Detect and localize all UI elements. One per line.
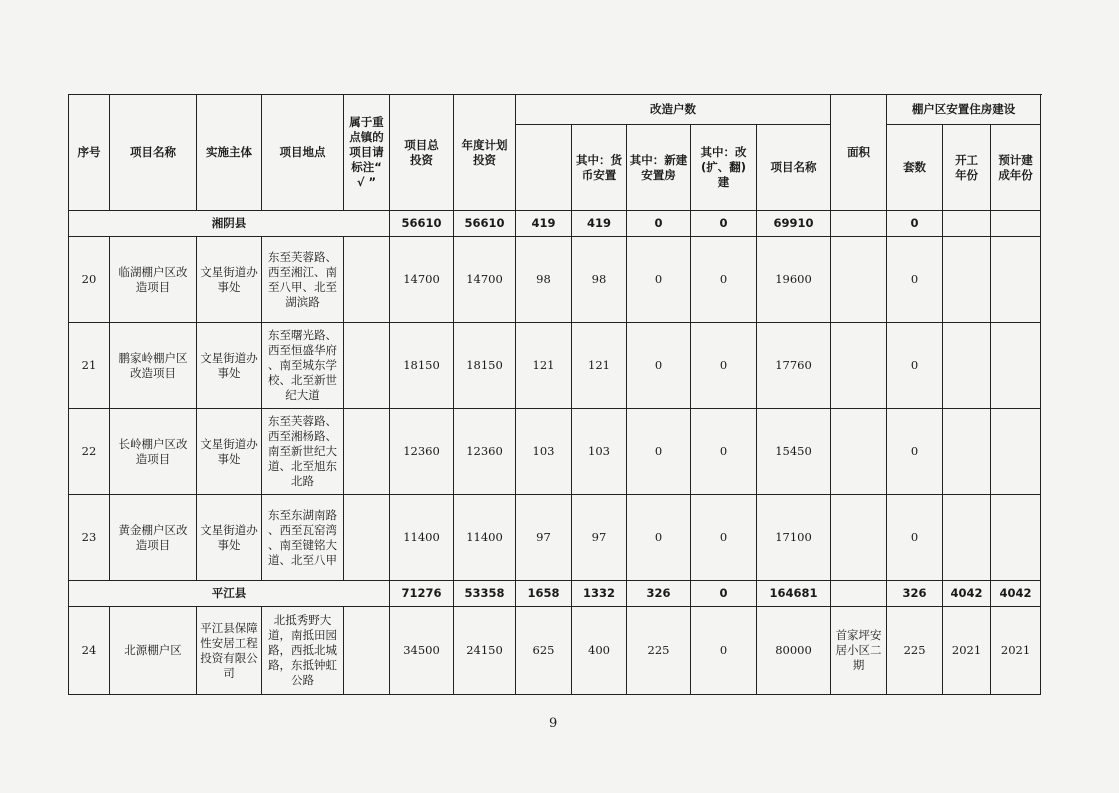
row-key xyxy=(344,607,390,695)
subtotal-area: 164681 xyxy=(757,581,831,607)
table-row xyxy=(69,607,1041,695)
row-households: 97 xyxy=(516,495,572,581)
subtotal-households: 1658 xyxy=(516,581,572,607)
row-monetary: 103 xyxy=(572,409,627,495)
row-finish xyxy=(991,323,1041,409)
row-start: 2021 xyxy=(943,607,991,695)
row-sets: 225 xyxy=(887,607,943,695)
subtotal-new-build: 326 xyxy=(627,581,691,607)
row-area: 15450 xyxy=(757,409,831,495)
row-monetary: 400 xyxy=(572,607,627,695)
row-area: 17760 xyxy=(757,323,831,409)
row-annual: 18150 xyxy=(454,323,516,409)
row-start xyxy=(943,323,991,409)
subtotal-sets: 326 xyxy=(887,581,943,607)
row-rebuild: 0 xyxy=(691,495,757,581)
row-annual: 12360 xyxy=(454,409,516,495)
row-impl: 文星街道办 事处 xyxy=(197,323,262,409)
col-finish-year-header: 预计建 成年份 xyxy=(991,125,1041,211)
col-total-invest-header: 项目总 投资 xyxy=(390,95,454,211)
table-row xyxy=(69,495,1041,581)
col-name-header: 项目名称 xyxy=(110,95,197,211)
subtotal-res-name xyxy=(831,211,887,237)
row-location: 东至芙蓉路、 西至湘江、南 至八甲、北至 湖滨路 xyxy=(262,237,344,323)
row-key xyxy=(344,409,390,495)
row-rebuild: 0 xyxy=(691,409,757,495)
row-name: 北源棚户区 xyxy=(110,607,197,695)
col-location-header: 项目地点 xyxy=(262,95,344,211)
row-finish xyxy=(991,409,1041,495)
col-start-year-header: 开工 年份 xyxy=(943,125,991,211)
row-start xyxy=(943,495,991,581)
col-new-build-header: 其中：新建 安置房 xyxy=(627,125,691,211)
row-finish xyxy=(991,495,1041,581)
col-rebuild-header: 其中：改 (扩、翻) 建 xyxy=(691,125,757,211)
row-sets: 0 xyxy=(887,495,943,581)
row-area: 80000 xyxy=(757,607,831,695)
row-new-build: 0 xyxy=(627,323,691,409)
row-name: 黄金棚户区改 造项目 xyxy=(110,495,197,581)
row-total: 12360 xyxy=(390,409,454,495)
row-seq: 20 xyxy=(69,237,110,323)
row-new-build: 225 xyxy=(627,607,691,695)
row-start xyxy=(943,237,991,323)
row-sets: 0 xyxy=(887,409,943,495)
resettle-group-header: 棚户区安置住房建设 xyxy=(887,95,1041,125)
row-households: 98 xyxy=(516,237,572,323)
subtotal-new-build: 0 xyxy=(627,211,691,237)
county-label: 平江县 xyxy=(69,581,390,607)
row-annual: 11400 xyxy=(454,495,516,581)
row-total: 34500 xyxy=(390,607,454,695)
row-impl: 平江县保障 性安居工程 投资有限公 司 xyxy=(197,607,262,695)
page-number: 9 xyxy=(549,716,558,731)
row-sets: 0 xyxy=(887,323,943,409)
row-households: 103 xyxy=(516,409,572,495)
renovate-group-header: 改造户数 xyxy=(516,95,831,125)
table-row xyxy=(69,409,1041,495)
row-impl: 文星街道办 事处 xyxy=(197,237,262,323)
subtotal-start: 4042 xyxy=(943,581,991,607)
row-res-name xyxy=(831,409,887,495)
col-monetary-header: 其中：货 币安置 xyxy=(572,125,627,211)
row-area: 17100 xyxy=(757,495,831,581)
row-name: 长岭棚户区改 造项目 xyxy=(110,409,197,495)
subtotal-finish xyxy=(991,211,1041,237)
row-location: 东至曙光路、 西至恒盛华府 、南至城东学 校、北至新世 纪大道 xyxy=(262,323,344,409)
row-households: 625 xyxy=(516,607,572,695)
row-name: 临湖棚户区改 造项目 xyxy=(110,237,197,323)
row-name: 鹏家岭棚户区 改造项目 xyxy=(110,323,197,409)
row-location: 东至东湖南路 、西至瓦窑湾 、南至键铭大 道、北至八甲 xyxy=(262,495,344,581)
row-households: 121 xyxy=(516,323,572,409)
table-row xyxy=(69,323,1041,409)
row-new-build: 0 xyxy=(627,495,691,581)
table-row xyxy=(69,237,1041,323)
subtotal-monetary: 1332 xyxy=(572,581,627,607)
row-rebuild: 0 xyxy=(691,323,757,409)
households-blank-header xyxy=(516,125,572,211)
row-seq: 23 xyxy=(69,495,110,581)
row-new-build: 0 xyxy=(627,409,691,495)
subtotal-annual: 53358 xyxy=(454,581,516,607)
row-res-name xyxy=(831,323,887,409)
col-impl-header: 实施主体 xyxy=(197,95,262,211)
row-impl: 文星街道办 事处 xyxy=(197,409,262,495)
col-annual-invest-header: 年度计划 投资 xyxy=(454,95,516,211)
col-res-sets-header: 套数 xyxy=(887,125,943,211)
row-finish xyxy=(991,237,1041,323)
subtotal-rebuild: 0 xyxy=(691,211,757,237)
row-total: 14700 xyxy=(390,237,454,323)
row-seq: 21 xyxy=(69,323,110,409)
subtotal-annual: 56610 xyxy=(454,211,516,237)
row-total: 18150 xyxy=(390,323,454,409)
row-monetary: 98 xyxy=(572,237,627,323)
subtotal-res-name xyxy=(831,581,887,607)
subtotal-finish: 4042 xyxy=(991,581,1041,607)
row-rebuild: 0 xyxy=(691,237,757,323)
row-finish: 2021 xyxy=(991,607,1041,695)
row-location: 东至芙蓉路、 西至湘杨路、 南至新世纪大 道、北至旭东 北路 xyxy=(262,409,344,495)
row-key xyxy=(344,237,390,323)
row-new-build: 0 xyxy=(627,237,691,323)
row-res-name: 首家坪安 居小区二 期 xyxy=(831,607,887,695)
subtotal-households: 419 xyxy=(516,211,572,237)
row-res-name xyxy=(831,237,887,323)
row-start xyxy=(943,409,991,495)
row-monetary: 121 xyxy=(572,323,627,409)
row-area: 19600 xyxy=(757,237,831,323)
col-res-name-header: 项目名称 xyxy=(757,125,831,211)
row-key xyxy=(344,495,390,581)
subtotal-total: 56610 xyxy=(390,211,454,237)
subtotal-monetary: 419 xyxy=(572,211,627,237)
row-seq: 22 xyxy=(69,409,110,495)
row-monetary: 97 xyxy=(572,495,627,581)
row-rebuild: 0 xyxy=(691,607,757,695)
subtotal-sets: 0 xyxy=(887,211,943,237)
row-annual: 14700 xyxy=(454,237,516,323)
col-area-header: 面积 xyxy=(831,95,887,211)
row-sets: 0 xyxy=(887,237,943,323)
row-impl: 文星街道办 事处 xyxy=(197,495,262,581)
subtotal-total: 71276 xyxy=(390,581,454,607)
row-res-name xyxy=(831,495,887,581)
row-annual: 24150 xyxy=(454,607,516,695)
row-key xyxy=(344,323,390,409)
subtotal-rebuild: 0 xyxy=(691,581,757,607)
col-key-town-header: 属于重 点镇的 项目请 标注“ √ ” xyxy=(344,95,390,211)
shantytown-table xyxy=(68,94,1041,695)
col-seq-header: 序号 xyxy=(69,95,110,211)
row-seq: 24 xyxy=(69,607,110,695)
row-total: 11400 xyxy=(390,495,454,581)
subtotal-area: 69910 xyxy=(757,211,831,237)
row-location: 北抵秀野大 道，南抵田园 路，西抵北城 路，东抵钟虹 公路 xyxy=(262,607,344,695)
county-label: 湘阴县 xyxy=(69,211,390,237)
subtotal-start xyxy=(943,211,991,237)
